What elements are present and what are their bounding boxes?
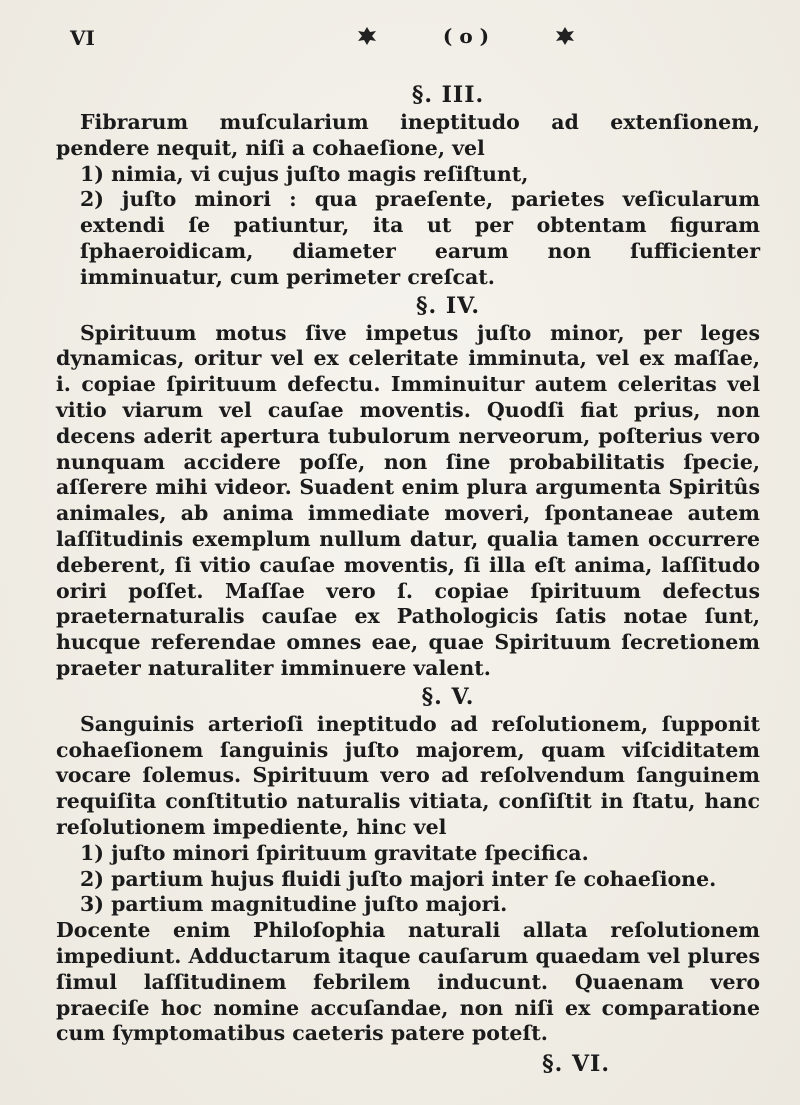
section-iii-item-2: 2) juſto minori : qua praeſente, parietes veſicularum extendi ſe patiuntur, ita ut per obtentam figuram ſphaeroidicam, diameter earum non ſufficienter imminuatur, cum perimeter creſcat. (80, 187, 760, 289)
section-v-closing: Docente enim Philoſophia naturali allata reſolutionem impediunt. Adductarum itaque cauſarum quaedam vel plures ſimul laſſitudinem febrilem inducunt. Quaenam vero praeciſe hoc nomine accuſandae, non niſi ex comparatione cum ſymptomatibus caeteris patere poteſt. (56, 918, 760, 1046)
fleuron-left-icon (356, 26, 378, 46)
section-heading-iv: §. IV. (416, 292, 480, 319)
section-v-intro: Sanguinis arterioſi ineptitudo ad reſolutionem, ſupponit cohaeſionem ſanguinis juſto majorem, quam viſciditatem vocare ſolemus. Spirituum vero ad reſolvendum ſanguinem requiſita conſtitutio naturalis vitiata, conſiſtit in ſtatu, hanc reſolutionem impediente, hinc vel (56, 711, 760, 839)
section-iv-text: Spirituum motus ſive impetus juſto minor, per leges dynamicas, oritur vel ex celeritate imminuta, vel ex maſſae, i. copiae ſpirituum defectu. Imminuitur autem celeritas vel vitio viarum vel cauſae moventis. Quodſi fiat prius, non decens aderit apertura tubulorum nerveorum, poſterius vero nunquam accidere poſſe, non ſine probabilitatis ſpecie, aſſerere mihi videor. Suadent enim plura argumenta Spiritûs animales, ab anima immediate moveri, ſpontaneae autem laſſitudinis exemplum nullum datur, qualia tamen occurrere deberent, ſi vitio cauſae moventis, ſi illa eſt anima, laſſitudo oriri poſſet. Maſſae vero ſ. copiae ſpirituum defectus praeternaturalis cauſae ex Pathologicis ſatis notae ſunt, hucque referendae omnes eae, quae Spirituum ſecretionem praeter naturaliter imminuere valent. (56, 320, 760, 680)
section-heading-v: §. V. (421, 683, 475, 710)
section-heading-iii: §. III. (411, 82, 485, 108)
section-iii-intro: Fibrarum muſcularium ineptitudo ad extenſionem, pendere nequit, niſi a cohaeſione, vel (56, 110, 760, 160)
page-header (56, 18, 760, 58)
section-v-item-1: 1) juſto minori ſpirituum gravitate ſpecifica. (80, 840, 589, 865)
section-v-item-3: 3) partium magnitudine juſto majori. (80, 892, 508, 917)
section-iii-item-1: 1) nimia, vi cujus juſto magis reſiſtunt, (80, 161, 529, 186)
section-v-item-2: 2) partium hujus fluidi juſto majori inter ſe cohaeſione. (80, 866, 717, 891)
fleuron-right-icon (554, 26, 576, 46)
section-heading-vi: §. VI. (542, 1051, 610, 1078)
page-number: VI (70, 26, 95, 50)
signature-mark: ( o ) (442, 24, 490, 48)
header-ornament-group (356, 24, 576, 48)
